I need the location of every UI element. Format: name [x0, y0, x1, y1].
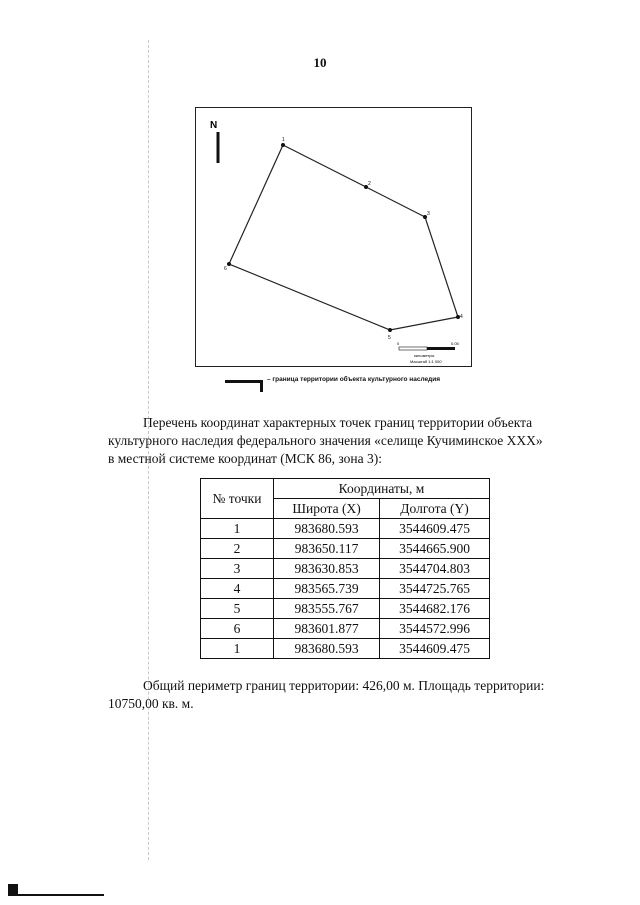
header-coordinates: Координаты, м	[274, 479, 490, 499]
point-label-4: 4	[460, 314, 463, 320]
cell-point: 2	[201, 539, 274, 559]
cell-point: 3	[201, 559, 274, 579]
map-legend	[225, 372, 505, 394]
point-label-5: 5	[388, 335, 391, 341]
table-row	[201, 639, 490, 659]
point-label-2: 2	[368, 181, 371, 187]
page-number: 10	[313, 55, 327, 70]
cell-y: 3544704.803	[380, 559, 490, 579]
cell-point: 4	[201, 579, 274, 599]
summary-line: Общий периметр границ территории: 426,00 м. Площадь территории:	[143, 678, 545, 693]
cell-y: 3544609.475	[380, 519, 490, 539]
cell-x: 983565.739	[274, 579, 380, 599]
cell-point: 1	[201, 639, 274, 659]
table-row	[201, 599, 490, 619]
table-row	[201, 619, 490, 639]
summary-line: 10750,00 кв. м.	[108, 696, 194, 711]
header-longitude-y: Долгота (Y)	[380, 499, 490, 519]
boundary-points	[227, 143, 460, 332]
map-canvas	[196, 108, 473, 368]
legend-boundary-symbol	[225, 380, 261, 383]
legend-text: – граница территории объекта культурного наследия	[267, 376, 441, 383]
north-label: N	[210, 120, 218, 131]
cell-point: 6	[201, 619, 274, 639]
point-label-1: 1	[282, 137, 285, 143]
coordinates-table	[200, 478, 490, 659]
scan-corner-line	[8, 894, 104, 896]
scale-unit: километры	[414, 353, 435, 358]
cell-y: 3544609.475	[380, 639, 490, 659]
cell-x: 983680.593	[274, 639, 380, 659]
header-latitude-x: Широта (X)	[274, 499, 380, 519]
table-row	[201, 539, 490, 559]
intro-line: Перечень координат характерных точек границ территории объекта	[143, 415, 533, 430]
scale-bar	[397, 341, 460, 364]
cell-y: 3544682.176	[380, 599, 490, 619]
cell-x: 983650.117	[274, 539, 380, 559]
table-row	[201, 579, 490, 599]
scale-bar-segment	[399, 347, 427, 350]
intro-line: культурного наследия федерального значения «селище Кучиминское XXX»	[108, 433, 543, 448]
intro-line: в местной системе координат (МСК 86, зона 3):	[108, 451, 383, 466]
point-marker-5	[388, 328, 392, 332]
table-row	[201, 559, 490, 579]
scale-start: 0	[397, 341, 400, 346]
cell-x: 983555.767	[274, 599, 380, 619]
cell-y: 3544572.996	[380, 619, 490, 639]
cell-point: 1	[201, 519, 274, 539]
table-row	[201, 519, 490, 539]
cell-y: 3544725.765	[380, 579, 490, 599]
perimeter-area-summary	[108, 677, 586, 713]
territory-boundary	[229, 145, 458, 330]
boundary-map	[195, 107, 472, 367]
legend-boundary-tick	[260, 380, 263, 392]
cell-x: 983630.853	[274, 559, 380, 579]
scale-end: 0.05	[451, 341, 459, 346]
point-marker-1	[281, 143, 285, 147]
cell-x: 983601.877	[274, 619, 380, 639]
header-point-number: № точки	[201, 479, 274, 519]
point-marker-6	[227, 262, 231, 266]
scale-ratio: Масштаб 1:1 000	[410, 359, 442, 364]
coordinates-intro-paragraph	[108, 414, 586, 468]
cell-x: 983680.593	[274, 519, 380, 539]
point-label-3: 3	[427, 211, 430, 217]
cell-y: 3544665.900	[380, 539, 490, 559]
point-label-6: 6	[224, 266, 227, 272]
cell-point: 5	[201, 599, 274, 619]
